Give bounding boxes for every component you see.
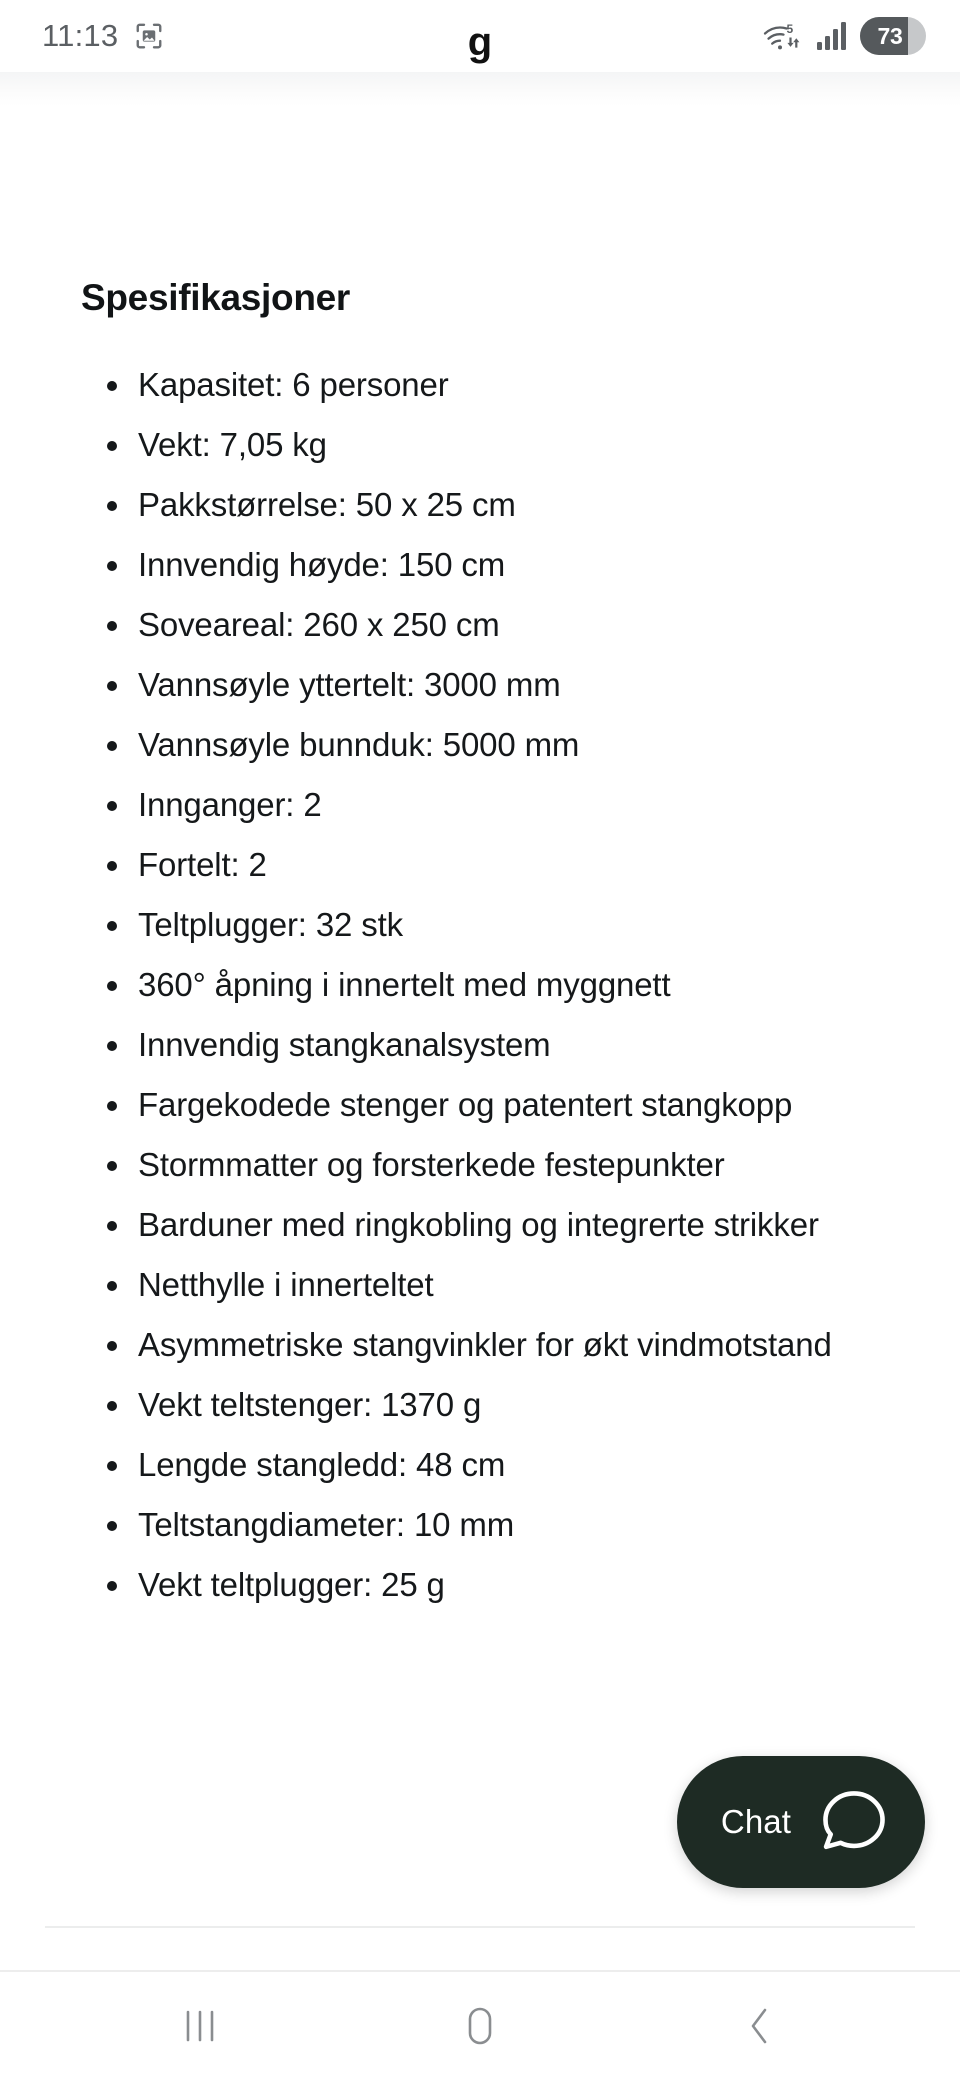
chat-button[interactable] <box>677 1756 925 1888</box>
back-button[interactable] <box>695 1971 825 2081</box>
android-navigation-bar <box>0 1970 960 2080</box>
clipped-heading-above: g <box>467 20 493 64</box>
list-item: Vannsøyle yttertelt: 3000 mm <box>44 655 916 715</box>
list-item: Innvendig høyde: 150 cm <box>44 535 916 595</box>
list-item: Vannsøyle bunnduk: 5000 mm <box>44 715 916 775</box>
home-button[interactable] <box>415 1971 545 2081</box>
status-clock: 11:13 <box>42 18 119 53</box>
list-item: Asymmetriske stangvinkler for økt vindmotstand <box>44 1315 916 1375</box>
list-item: Soveareal: 260 x 250 cm <box>44 595 916 655</box>
svg-text:5: 5 <box>786 22 794 36</box>
list-item: 360° åpning i innertelt med myggnett <box>44 955 916 1015</box>
list-item: Barduner med ringkobling og integrerte strikker <box>44 1195 916 1255</box>
chat-button-label: Chat <box>720 1803 791 1840</box>
list-item: Stormmatter og forsterkede festepunkter <box>44 1135 916 1195</box>
page-title: Spesifikasjoner <box>81 277 351 318</box>
list-item: Vekt teltstenger: 1370 g <box>44 1375 916 1435</box>
battery-level-label: 73 <box>877 22 903 49</box>
list-item: Lengde stangledd: 48 cm <box>44 1435 916 1495</box>
list-item: Vekt: 7,05 kg <box>44 415 916 475</box>
list-item: Pakkstørrelse: 50 x 25 cm <box>44 475 916 535</box>
section-divider <box>45 1926 915 1928</box>
list-item: Vekt teltplugger: 25 g <box>44 1555 916 1615</box>
list-item: Fargekodede stenger og patentert stangkopp <box>44 1075 916 1135</box>
list-item: Teltstangdiameter: 10 mm <box>44 1495 916 1555</box>
list-item: Fortelt: 2 <box>44 835 916 895</box>
back-chevron-icon <box>740 2002 780 2050</box>
home-icon <box>456 2002 504 2050</box>
list-item: Teltplugger: 32 stk <box>44 895 916 955</box>
spec-list <box>44 355 916 1615</box>
chat-bubble-icon <box>817 1785 891 1859</box>
list-item: Innganger: 2 <box>44 775 916 835</box>
recents-icon <box>179 2004 221 2048</box>
list-item: Netthylle i innerteltet <box>44 1255 916 1315</box>
recents-button[interactable] <box>135 1971 265 2081</box>
product-spec-section <box>0 72 960 1970</box>
list-item: Innvendig stangkanalsystem <box>44 1015 916 1075</box>
list-item: Kapasitet: 6 personer <box>44 355 916 415</box>
